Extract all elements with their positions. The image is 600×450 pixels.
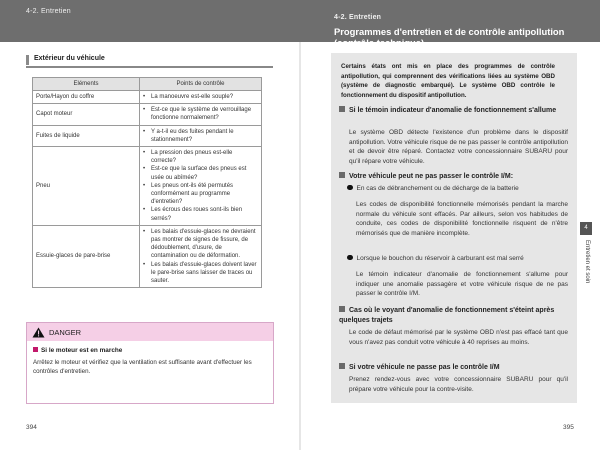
check-item: • La pression des pneus est-elle correcte?	[151, 149, 258, 165]
chapter-tab: 4	[580, 222, 592, 235]
bullet-text-2: Le témoin indicateur d'anomalie de fonctionnement s'allume pour indiquer une anomalie passagère et votre véhicule risque de ne pas passer le contrôle I/M.	[356, 271, 568, 298]
check-item: • Les écrous des roues sont-ils bien serrés?	[151, 206, 258, 222]
left-section-label: 4-2. Entretien	[26, 8, 71, 15]
danger-box	[26, 322, 274, 404]
check-item: • Est-ce que la surface des pneus est usée ou abîmée?	[151, 165, 258, 181]
danger-subheading	[33, 347, 122, 354]
table-row	[33, 125, 262, 146]
check-item: • Les balais d'essuie-glaces doivent laver le pare-brise sans laisser de traces ou sauter.	[151, 261, 258, 286]
page-title: Programmes d'entretien et de contrôle antipollution (contrôle technique)	[334, 26, 565, 48]
check-item: • Est-ce que le système de verrouillage fonctionne normalement?	[151, 106, 258, 122]
danger-header	[27, 323, 273, 341]
table-cell-element: Pneu	[33, 147, 140, 226]
subsection-text-3: Le code de défaut mémorisé par le système OBD n'est pas effacé tant que vous n'avez pas conduit votre véhicule à 40 reprises au moins.	[349, 329, 568, 346]
check-item: • Y a-t-il eu des fuites pendant le stationnement?	[151, 128, 258, 144]
table-header-elements: Eléments	[33, 78, 140, 91]
subsection-title: Si votre véhicule ne passe pas le contrôle I/M	[349, 364, 500, 371]
page-gutter	[299, 42, 301, 450]
subsection-heading-1	[339, 106, 567, 116]
gray-square-icon	[339, 306, 345, 312]
bullet-dot-icon	[347, 185, 353, 191]
table-cell-checks	[140, 225, 262, 287]
subsection-title: Votre véhicule peut ne pas passer le contrôle I/M:	[349, 173, 514, 180]
table-row	[33, 104, 262, 125]
heading-marker	[26, 55, 29, 65]
table-row	[33, 147, 262, 226]
section-heading	[26, 54, 273, 68]
bullet-text-1: Les codes de disponibilité fonctionnelle mémorisés pendant la marche normale du véhicule sont effacés. Par ailleurs, selon vos habitudes de conduite, ces codes de disponibilité fonctionnelle risquent de n'être mémorisés que de manière incomplète.	[356, 201, 568, 237]
magenta-square-icon	[33, 347, 38, 352]
danger-label: DANGER	[49, 328, 82, 337]
subsection-heading-2	[339, 172, 567, 182]
right-section-label: 4-2. Entretien	[334, 14, 382, 21]
gray-square-icon	[339, 363, 345, 369]
check-item: • Les pneus ont-ils été permutés conformément au programme d'entretien?	[151, 182, 258, 207]
warning-triangle-icon	[32, 327, 45, 338]
chapter-side-label: Entretien et soin	[584, 240, 590, 284]
right-page-number: 395	[563, 424, 574, 431]
danger-text: Arrêtez le moteur et vérifiez que la ventilation est suffisante avant d'effectuer les contrôles d'entretien.	[33, 359, 252, 375]
subsection-heading-3	[339, 306, 567, 326]
subsection-title: Si le témoin indicateur d'anomalie de fonctionnement s'allume	[349, 107, 557, 114]
table-cell-element: Essuie-glaces de pare-brise	[33, 225, 140, 287]
check-item: • La manoeuvre est-elle souple?	[151, 93, 258, 101]
table-cell-element: Porte/Hayon du coffre	[33, 91, 140, 104]
bullet-dot-icon	[347, 255, 353, 261]
bullet-text: Lorsque le bouchon du réservoir à carburant est mal serré	[356, 255, 524, 262]
danger-subheading-text: Si le moteur est en marche	[41, 347, 123, 354]
table-cell-element: Capot moteur	[33, 104, 140, 125]
table-header-checks: Points de contrôle	[140, 78, 262, 91]
table-cell-checks	[140, 125, 262, 146]
bullet-text: En cas de débranchement ou de décharge de la batterie	[356, 185, 519, 192]
subsection-text-4: Prenez rendez-vous avec votre concessionnaire SUBARU pour qu'il prépare votre véhicule pour la contre-visite.	[349, 376, 568, 393]
table-cell-element: Fuites de liquide	[33, 125, 140, 146]
bullet-item-1	[347, 184, 569, 194]
subsection-heading-4	[339, 363, 567, 373]
bullet-item-2	[347, 254, 569, 264]
left-header-band	[0, 0, 300, 42]
table-cell-checks	[140, 91, 262, 104]
gray-square-icon	[339, 106, 345, 112]
inspection-table	[32, 77, 262, 288]
table-row	[33, 225, 262, 287]
right-panel	[331, 53, 577, 403]
subsection-title: Cas où le voyant d'anomalie de fonctionnement s'éteint après quelques trajets	[339, 307, 555, 324]
subsection-text-1: Le système OBD détecte l'existence d'un problème dans le dispositif antipollution. Votre véhicule risque de ne pas passer le contrôle antipollution et de devoir être réparé. Contactez votre concessionnaire SUBARU pour qu'il répare votre véhicule.	[349, 129, 568, 165]
table-cell-checks	[140, 104, 262, 125]
intro-paragraph: Certains états ont mis en place des programmes de contrôle antipollution, qui comprennent des vérifications liées au système OBD (système de diagnostic embarqué). Le système OBD contrôle le fonctionnement du dispositif antipollution.	[341, 63, 555, 99]
check-item: • Les balais d'essuie-glaces ne devraient pas montrer de signes de fissure, de dédoublement, d'usure, de contamination ou de déformation.	[151, 228, 258, 261]
table-cell-checks	[140, 147, 262, 226]
table-row	[33, 91, 262, 104]
left-page-number: 394	[26, 424, 37, 431]
gray-square-icon	[339, 172, 345, 178]
section-title: Extérieur du véhicule	[34, 55, 105, 62]
